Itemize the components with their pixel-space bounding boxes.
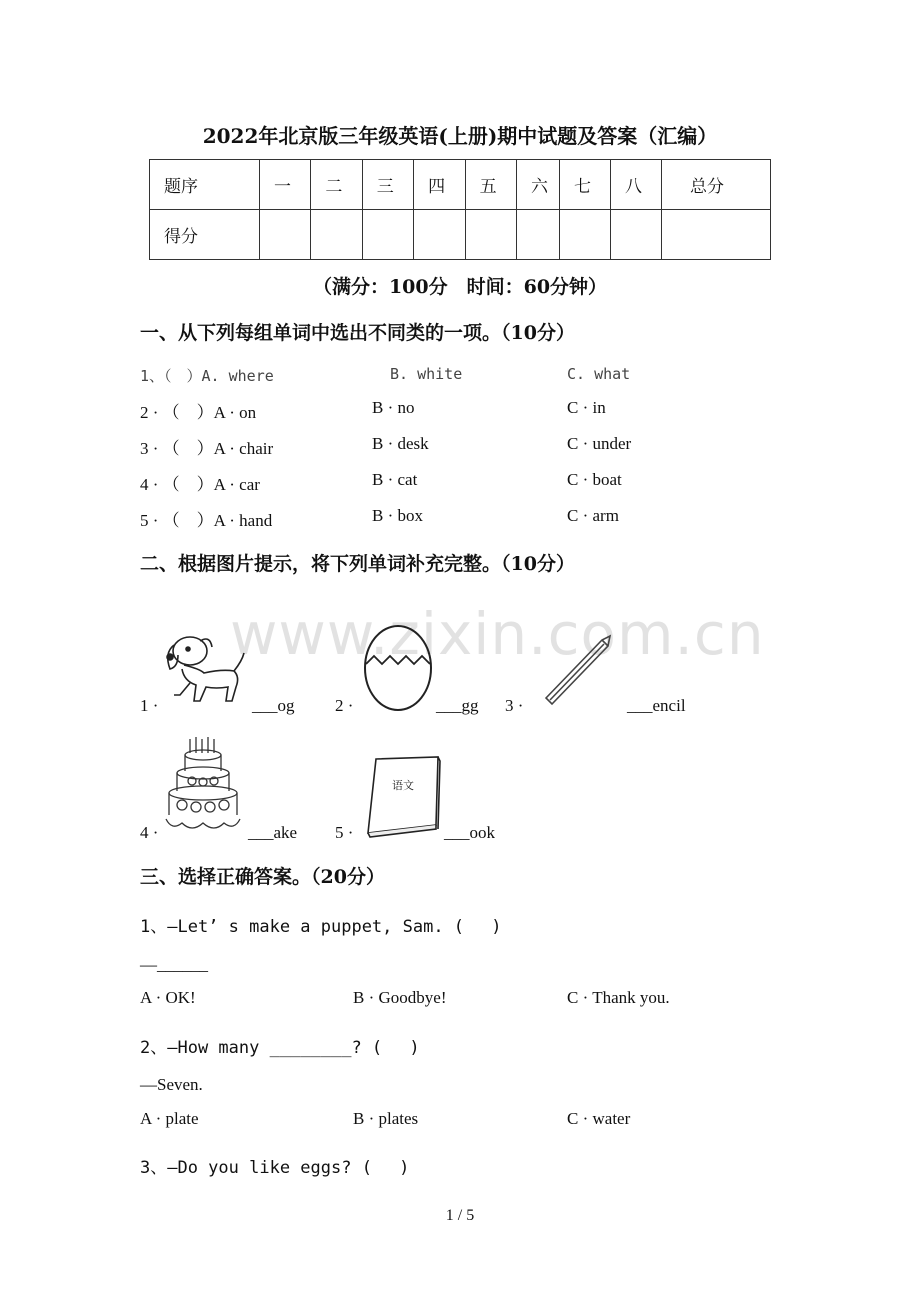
s3-q1-option-a: A · OK! (140, 988, 196, 1007)
s1-q3-c: C · under (567, 434, 632, 453)
s1-q4-b: B · cat (372, 470, 418, 489)
document-title: 2022年北京版三年级英语(上册)期中试题及答案（汇编） (202, 124, 718, 148)
s1-q1-a: 1、（ ）A. where (140, 367, 274, 385)
egg-picture (362, 620, 434, 712)
s2-item4-blank[interactable]: ___ake (248, 823, 298, 842)
s1-q2-a: 2 · （ ）A · on (140, 403, 257, 422)
score-cell: 四 (414, 160, 465, 210)
score-empty-cell[interactable] (517, 210, 560, 260)
score-empty-cell[interactable] (662, 210, 771, 260)
score-empty-cell[interactable] (414, 210, 465, 260)
score-table (149, 159, 771, 260)
score-cell: 七 (560, 160, 611, 210)
s2-item5-blank[interactable]: ___ook (444, 823, 495, 842)
s1-q4-c: C · boat (567, 470, 622, 489)
s3-q2-option-b: B · plates (353, 1109, 419, 1128)
dog-picture (160, 625, 250, 710)
full-score-line: （满分：100分 时间：60分钟） (312, 276, 608, 298)
s3-q2-answer-line: —Seven. (140, 1075, 203, 1094)
score-label-cell: 得分 (150, 210, 260, 260)
s3-q1-option-c: C · Thank you. (567, 988, 670, 1007)
s1-q2-c: C · in (567, 398, 606, 417)
s3-q3-stem: 3、—Do you like eggs? ( ) (140, 1158, 410, 1178)
s2-item2-blank[interactable]: ___gg (436, 696, 479, 715)
s2-item5-number: 5 · (335, 823, 354, 842)
score-table-score-row (150, 210, 771, 260)
score-cell: 三 (362, 160, 413, 210)
score-cell: 题序 (150, 160, 260, 210)
s3-q2-option-c: C · water (567, 1109, 631, 1128)
s2-item3-blank[interactable]: ___encil (627, 696, 686, 715)
s1-q3-a: 3 · （ ）A · chair (140, 439, 274, 458)
s2-item2-number: 2 · (335, 696, 354, 715)
s3-q1-stem: 1、—Let’ s make a puppet, Sam. ( ) (140, 917, 502, 937)
score-cell: 一 (260, 160, 311, 210)
book-label: 语文 (392, 779, 414, 792)
score-empty-cell[interactable] (311, 210, 362, 260)
pencil-picture (540, 628, 620, 708)
watermark: www.zixin.com.cn (230, 600, 765, 668)
s3-q2-option-a: A · plate (140, 1109, 199, 1128)
s3-q1-option-b: B · Goodbye! (353, 988, 447, 1007)
score-empty-cell[interactable] (560, 210, 611, 260)
score-cell: 总分 (662, 160, 771, 210)
page-number: 1 / 5 (445, 1207, 475, 1224)
score-cell: 五 (465, 160, 516, 210)
score-cell: 八 (611, 160, 662, 210)
section3-heading: 三、选择正确答案。（20分） (140, 866, 385, 888)
score-empty-cell[interactable] (465, 210, 516, 260)
section1-heading: 一、从下列每组单词中选出不同类的一项。（10分） (140, 322, 575, 344)
score-empty-cell[interactable] (611, 210, 662, 260)
s1-q5-b: B · box (372, 506, 423, 525)
score-empty-cell[interactable] (260, 210, 311, 260)
s1-q3-b: B · desk (372, 434, 429, 453)
s3-q1-answer-line[interactable]: —______ (140, 955, 208, 974)
score-cell: 六 (517, 160, 560, 210)
s3-q2-stem: 2、—How many ________? ( ) (140, 1038, 420, 1058)
score-table-header-row (150, 160, 771, 210)
s2-item4-number: 4 · (140, 823, 159, 842)
s2-item1-number: 1 · (140, 696, 159, 715)
score-cell: 二 (311, 160, 362, 210)
s1-q5-c: C · arm (567, 506, 619, 525)
s1-q5-a: 5 · （ ）A · hand (140, 511, 273, 530)
s1-q1-b: B. white (390, 365, 463, 383)
s1-q1-c: C. what (567, 365, 631, 383)
s1-q4-a: 4 · （ ）A · car (140, 475, 260, 494)
s1-q2-b: B · no (372, 398, 415, 417)
cake-picture (162, 735, 244, 833)
s2-item1-blank[interactable]: ___og (252, 696, 295, 715)
book-picture (362, 755, 442, 839)
score-empty-cell[interactable] (362, 210, 413, 260)
s2-item3-number: 3 · (505, 696, 524, 715)
section2-heading: 二、根据图片提示，将下列单词补充完整。（10分） (140, 553, 575, 575)
